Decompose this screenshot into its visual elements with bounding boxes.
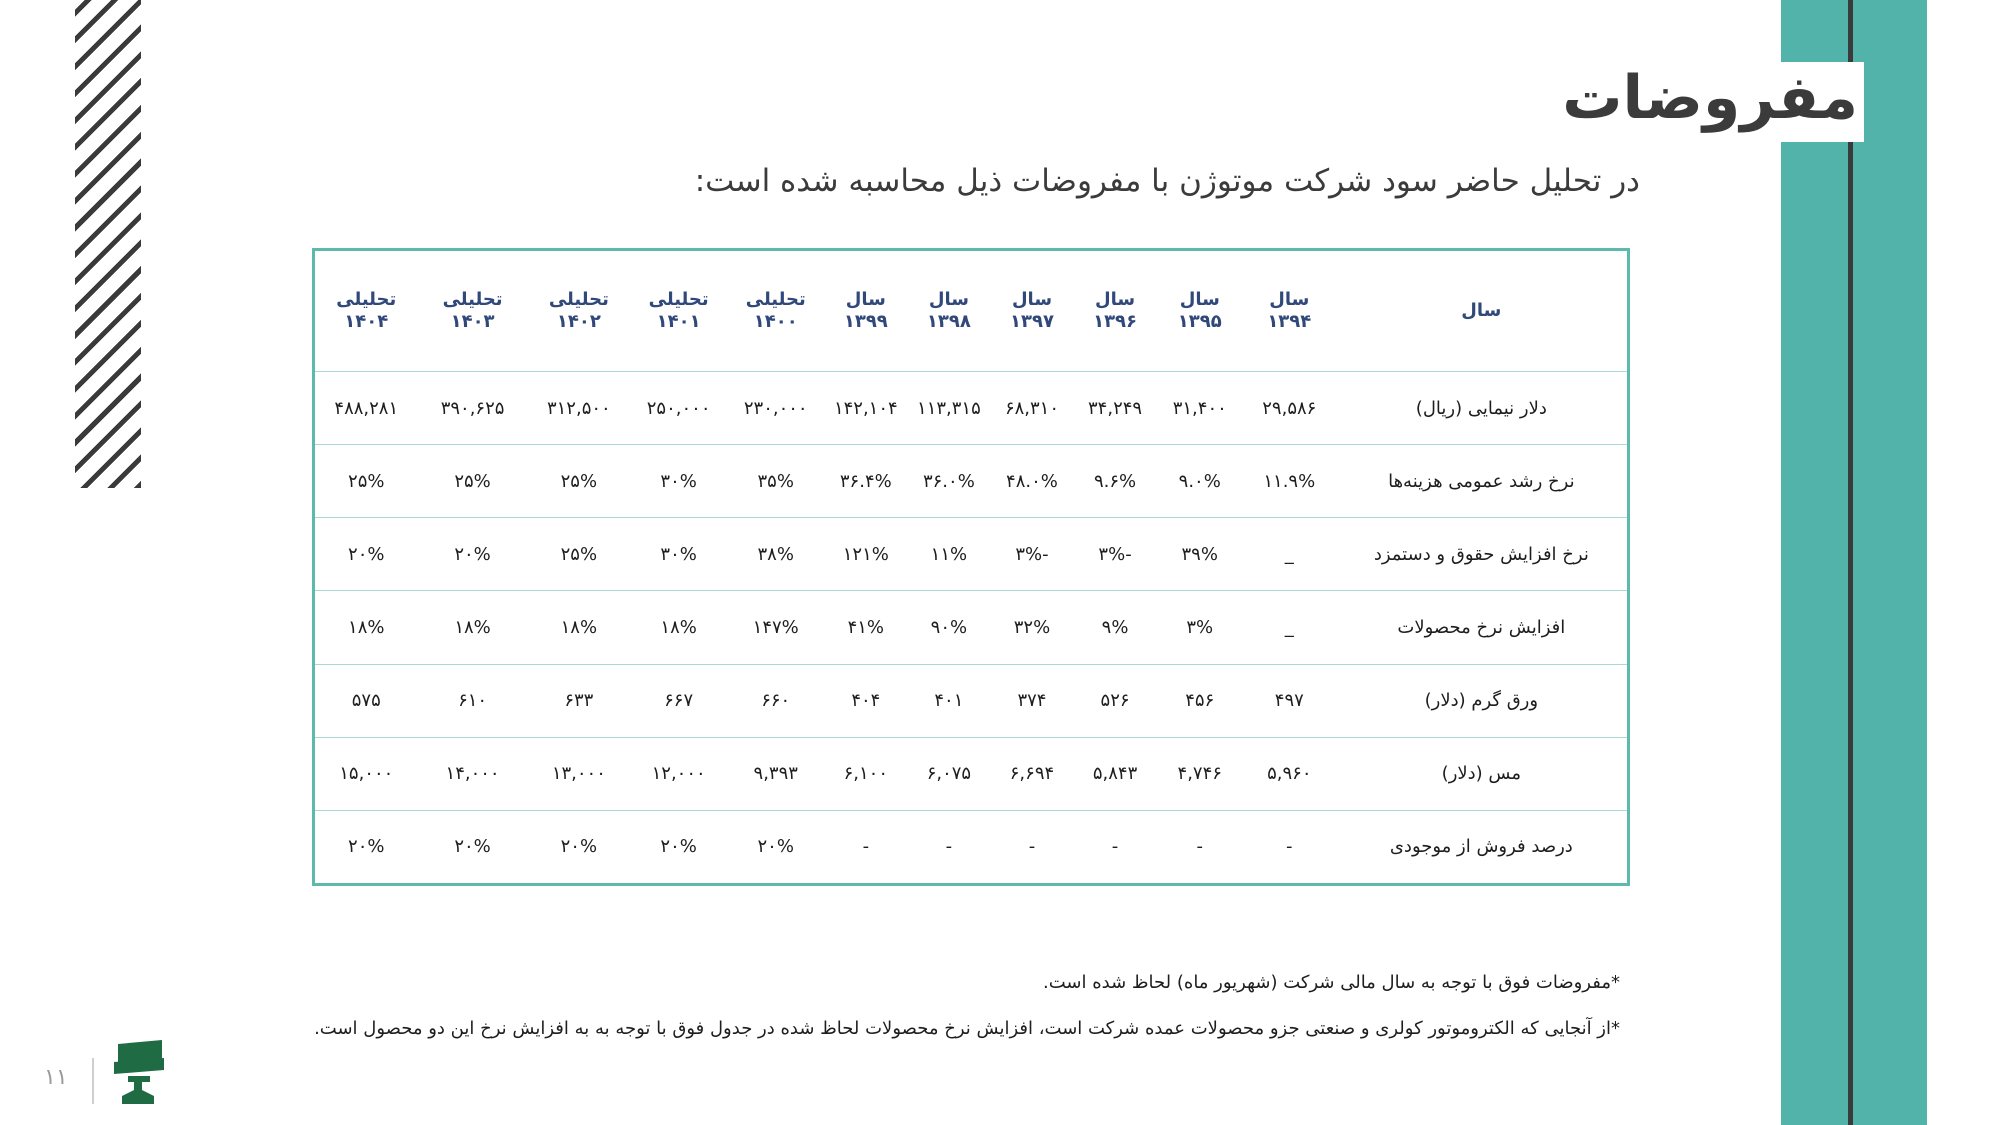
- assumptions-table-container: [312, 248, 1630, 886]
- header-cell: سال ۱۳۹۴: [1243, 251, 1336, 372]
- header-cell: سال ۱۳۹۷: [990, 251, 1073, 372]
- value-cell: ۲۰%: [454, 836, 491, 858]
- value-cell: ۲۵%: [315, 445, 418, 518]
- value-cell: ۶,۰۷۵: [907, 737, 990, 810]
- value-cell: -: [1028, 836, 1036, 858]
- value-cell: ۴۸۸,۲۸۱: [315, 372, 418, 445]
- value-cell: ۲۰%: [660, 836, 697, 858]
- page-number: ۱۱: [44, 1065, 68, 1090]
- header-cell: سال ۱۳۹۵: [1157, 251, 1243, 372]
- value-cell: ۱۸%: [528, 591, 631, 664]
- value-cell: ۲۰%: [757, 836, 794, 858]
- value-cell: ۳۹%: [1157, 518, 1243, 591]
- value-cell: ۱۲,۰۰۰: [630, 737, 727, 810]
- value-cell: -۳%: [1074, 518, 1157, 591]
- value-cell: ۲۰%: [348, 836, 385, 858]
- value-cell: ۱۸%: [630, 591, 727, 664]
- value-cell: ۲۵%: [418, 445, 528, 518]
- value-cell: ۱۴,۰۰۰: [418, 737, 528, 810]
- value-cell: ۳۵%: [727, 445, 824, 518]
- value-cell: _: [1243, 591, 1336, 664]
- header-cell: سال: [1336, 251, 1627, 372]
- value-cell: ۴۱%: [824, 591, 907, 664]
- value-cell: ۱۱.۹%: [1243, 445, 1336, 518]
- value-cell: ۱۸%: [418, 591, 528, 664]
- value-cell: ۵,۹۶۰: [1243, 737, 1336, 810]
- table-header-row: [315, 251, 1627, 372]
- table-row: [315, 518, 1627, 591]
- value-cell: ۲۰%: [315, 518, 418, 591]
- header-cell: سال ۱۳۹۹: [824, 251, 907, 372]
- value-cell: -۳%: [990, 518, 1073, 591]
- footnotes: [314, 972, 1620, 1064]
- value-cell: ۶۳۳: [528, 664, 631, 737]
- header-cell: سال ۱۳۹۸: [907, 251, 990, 372]
- value-cell: ۲۵%: [528, 518, 631, 591]
- row-label-cell: مس (دلار): [1336, 737, 1627, 810]
- value-cell: ۶,۶۹۴: [990, 737, 1073, 810]
- value-cell: ۳۸%: [727, 518, 824, 591]
- value-cell: -: [945, 836, 953, 858]
- row-label-cell: افزایش نرخ محصولات: [1336, 591, 1627, 664]
- assumptions-table: [315, 251, 1627, 883]
- row-label-cell: دلار نیمایی (ریال): [1336, 372, 1627, 445]
- table-row: [315, 591, 1627, 664]
- value-cell: ۲۹,۵۸۶: [1243, 372, 1336, 445]
- row-label-cell: نرخ افزایش حقوق و دستمزد: [1336, 518, 1627, 591]
- teal-side-band: [1781, 0, 1927, 1125]
- value-cell: ۱۲۱%: [824, 518, 907, 591]
- value-cell: ۱۵,۰۰۰: [315, 737, 418, 810]
- table-row: [315, 372, 1627, 445]
- value-cell: ۳۲%: [990, 591, 1073, 664]
- value-cell: ۴۰۱: [907, 664, 990, 737]
- value-cell: ۴۵۶: [1157, 664, 1243, 737]
- value-cell: ۵۷۵: [315, 664, 418, 737]
- value-cell: ۳۶.۰%: [907, 445, 990, 518]
- value-cell: ۴۹۷: [1243, 664, 1336, 737]
- value-cell: ۱۴۷%: [727, 591, 824, 664]
- page-title: مفروضات: [1552, 62, 1864, 142]
- value-cell: ۲۰%: [418, 518, 528, 591]
- table-row: [315, 737, 1627, 810]
- value-cell: ۴,۷۴۶: [1157, 737, 1243, 810]
- value-cell: ۱۱%: [907, 518, 990, 591]
- value-cell: ۱۳,۰۰۰: [528, 737, 631, 810]
- value-cell: ۶۶۰: [727, 664, 824, 737]
- value-cell: ۱۱۳,۳۱۵: [907, 372, 990, 445]
- decorative-hatch: [75, 0, 141, 488]
- footnote: *از آنجایی که الکتروموتور کولری و صنعتی جزو محصولات عمده شرکت است، افزایش نرخ محصولات لحاظ شده در جدول فوق با توجه به به افزایش نرخ این دو محصول است.: [314, 1018, 1620, 1039]
- header-cell: تحلیلی ۱۴۰۰: [727, 251, 824, 372]
- value-cell: ۹.۰%: [1157, 445, 1243, 518]
- value-cell: ۹%: [1074, 591, 1157, 664]
- value-cell: ۹.۶%: [1074, 445, 1157, 518]
- value-cell: ۶,۱۰۰: [824, 737, 907, 810]
- page-subtitle: در تحلیل حاضر سود شرکت موتوژن با مفروضات ذیل محاسبه شده است:: [694, 163, 1640, 199]
- value-cell: ۲۰%: [560, 836, 598, 858]
- value-cell: ۳۴,۲۴۹: [1074, 372, 1157, 445]
- value-cell: ۲۵%: [528, 445, 631, 518]
- value-cell: ۵,۸۴۳: [1074, 737, 1157, 810]
- value-cell: -: [1111, 836, 1119, 858]
- value-cell: ۱۴۲,۱۰۴: [824, 372, 907, 445]
- row-label-cell: درصد فروش از موجودی: [1389, 836, 1573, 858]
- hat-logo-icon: [110, 1040, 166, 1112]
- value-cell: -: [1196, 836, 1203, 858]
- value-cell: ۳۰%: [630, 518, 727, 591]
- value-cell: ۶۶۷: [630, 664, 727, 737]
- header-cell: سال ۱۳۹۶: [1074, 251, 1157, 372]
- value-cell: ۲۳۰,۰۰۰: [727, 372, 824, 445]
- value-cell: ۹۰%: [907, 591, 990, 664]
- value-cell: ۳۱,۴۰۰: [1157, 372, 1243, 445]
- value-cell: ۵۲۶: [1074, 664, 1157, 737]
- value-cell: ۶۸,۳۱۰: [990, 372, 1073, 445]
- value-cell: ۱۸%: [315, 591, 418, 664]
- row-label-cell: نرخ رشد عمومی هزینه‌ها: [1336, 445, 1627, 518]
- header-cell: تحلیلی ۱۴۰۴: [315, 251, 418, 372]
- vertical-divider-line: [1848, 0, 1853, 1125]
- value-cell: ۹,۳۹۳: [727, 737, 824, 810]
- value-cell: ۳۰%: [630, 445, 727, 518]
- value-cell: ۶۱۰: [418, 664, 528, 737]
- value-cell: ۳۷۴: [990, 664, 1073, 737]
- value-cell: ۳۶.۴%: [824, 445, 907, 518]
- footer-separator: [92, 1058, 94, 1104]
- value-cell: ۲۵۰,۰۰۰: [630, 372, 727, 445]
- value-cell: ۴۸.۰%: [990, 445, 1073, 518]
- value-cell: _: [1243, 518, 1336, 591]
- header-cell: تحلیلی ۱۴۰۳: [418, 251, 528, 372]
- value-cell: ۴۰۴: [824, 664, 907, 737]
- value-cell: ۳%: [1157, 591, 1243, 664]
- value-cell: ۳۹۰,۶۲۵: [418, 372, 528, 445]
- header-cell: تحلیلی ۱۴۰۱: [630, 251, 727, 372]
- table-row: [315, 810, 1627, 883]
- header-cell: تحلیلی ۱۴۰۲: [528, 251, 631, 372]
- value-cell: -: [1286, 836, 1293, 858]
- footnote: *مفروضات فوق با توجه به سال مالی شرکت (شهریور ماه) لحاظ شده است.: [1043, 972, 1620, 993]
- table-row: [315, 445, 1627, 518]
- value-cell: ۳۱۲,۵۰۰: [528, 372, 631, 445]
- value-cell: -: [862, 836, 870, 858]
- row-label-cell: ورق گرم (دلار): [1336, 664, 1627, 737]
- table-row: [315, 664, 1627, 737]
